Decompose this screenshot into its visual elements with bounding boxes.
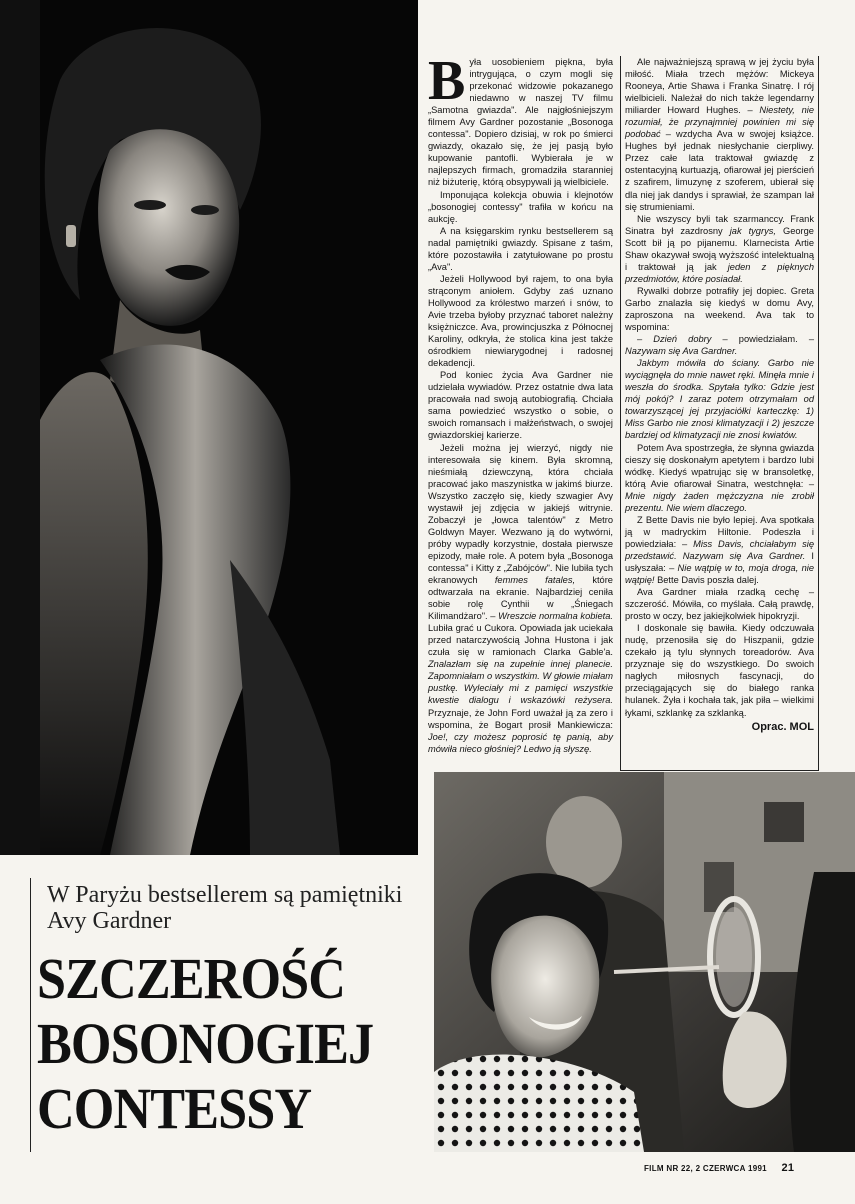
page-footer [644,1162,844,1174]
title-line: BOSONOGIEJ [37,1011,374,1076]
issue-info: FILM NR 22, 2 CZERWCA 1991 [644,1164,767,1173]
paragraph [625,357,814,441]
italic-run: Mnie nigdy żaden mężczyzna nie zrobił prezentu. Nie wiem dlaczego. [625,490,814,513]
text-run: Potem Ava spostrzegła, że słynna gwiazda cieszy się doskonałym apetytem i bardzo lubi wódkę. Kiedyś wpatrując się w bransoletkę, którą Avie ofiarował Sinatra, westchnęła: – [625,442,814,489]
author-signature: Oprac. MOL [751,720,814,733]
italic-run: Dzień dobry [653,334,712,345]
article-subtitle: W Paryżu bestsellerem są pamiętniki Avy Gardner [47,882,403,934]
text-run: George Scott bił ją po pijanemu. Klarnecista Artie Shaw okazywał swoją wyższość intelektualną i traktował ją jak [625,225,814,272]
second-photo [434,772,855,1152]
paragraph [625,333,814,357]
column-divider [620,56,621,771]
italic-run: Wreszcie normalna kobieta. [498,611,613,622]
italic-run: jak tygrys, [729,225,776,236]
text-run: Ale najważniejszą sprawą w jej życiu była miłość. Miała trzech mężów: Mickeya Rooneya, Artie Shawa i Franka Sinatrę. I rój wielbicieli. Należał do nich także legendarny miliarder Howard Hughes. – [625,57,814,116]
paragraph [625,56,814,213]
text-run: Nie wszyscy byli tak szarmanccy. Frank Sinatra był zazdrosny [625,213,814,236]
paragraph: I doskonale się bawiła. Kiedy odczuwała nudę, przenosiła się do Hiszpanii, gdzie czekało ją tylu słynnych toreadorów. Ava przyznaje się do wszystkiego. Do swoich nagłych miłosnych fascynacji, do przeciągających się do białego ranka hulanek. Żyła i kochała tak, jak piła – wielkimi łykami, szklankę za szklanką. [625,623,814,718]
headline-block [30,878,427,1152]
text-run: – [637,334,643,345]
italic-run: jeden z pięknych przedmiotów, które posiadał. [625,261,814,284]
italic-run: Nie wątpię w to, moja droga, nie wątpię! [625,562,814,586]
second-photo-art [434,772,855,1152]
italic-run: Jakbym mówiła do ściany. Garbo nie wyciągnęła do mnie nawet ręki. Minęła mnie i weszła do środka. Spytała tylko: Gdzie jest mój pokój? I zaraz potem otrzymałam od towarzyszącej jej przyjaciółki karteczkę: 1) Miss Garbo nie znosi klimatyzacji i 2) jeszcze bardziej od klimatyzacji nie znosi kwiatów. [625,358,814,441]
text-run: – wzdycha Ava w swojej książce. Hughes był jednak niesłychanie cierpliwy. Przez całe lata traktował gwiazdę z ostentacyjną kurtuazją, ofiarował jej pierścień z szafirem, limuzynę z szoferem, ubierał się dla niej jak dandys i sprawiał, że szampan lał się strumieniami. [625,129,814,212]
portrait-photo [0,0,418,855]
title-line: CONTESSY [37,1076,312,1141]
italic-run: Miss Davis, chciałabym się przedstawić. Nazywam się Ava Gardner. [625,538,814,561]
paragraph: Imponująca kolekcja obuwia i klejnotów „bosonogiej contessy" trafiła w końcu na aukcję. [428,189,613,224]
paragraph: Ava Gardner miała rzadką cechę – szczerość. Mówiła, co myślała. Całą prawdę, prosto w oczy, bez jakiejkolwiek hipokryzji. [625,587,814,622]
italic-run: femmes fatales, [494,575,576,586]
article-column-1 [428,50,613,755]
text-run: I usłyszała: – [625,550,814,573]
paragraph: yła uosobieniem piękna, była intrygująca, o czym mogli się przekonać widzowie pokazanego niedawno w naszej TV filmu „Samotna gwiazda". Ale najgłośniejszym filmem Avy Gardner pozostanie „Bosonoga contessa". Dopiero dzisiaj, w rok po śmierci gwiazdy, okazało się, że jej pasją było kupowanie pantofli. Wybierała je w najlepszych firmach, gromadziła staranniej niż biżuterię, którą obsypywali ją wielbiciele. [428,57,613,188]
text-run: Przyznaje, że John Ford uważał ją za zero i wspomina, że Bogart prosił Mankiewicza: [428,707,613,730]
text-run: Jeżeli można jej wierzyć, nigdy nie interesowała się kinem. Była skromną, nieśmiałą dziewczyną, która chciała pracować jako maszynistka w jakimś biurze. Wszystko zaczęło się, kiedy szwagier Avy wystawił jej zdjęcia w jakiejś witrynie. Zobaczył je „łowca talentów" z Metro Goldwyn Mayer. Wezwano ją do wytwórni, próby wypadły korzystnie, dostała pierwsze epizody, małe role. A potem była „Bosonoga contessa" i Kitty z „Zabójców". Nie lubiła tych ekranowych [428,442,613,586]
portrait-photo-art [0,0,418,855]
text-run: Lubiła grać u Cukora. Opowiada jak uciekała przed natarczywością Johna Hustona i jak czuła się w ramionach Clarka Gable'a. [428,623,613,658]
article-column-2 [625,56,814,733]
title-line: SZCZEROŚĆ [37,946,346,1011]
paragraph [625,442,814,514]
drop-cap: B [428,50,466,112]
text-run: – powiedziałam. – [722,334,814,345]
paragraph [625,514,814,586]
text-run: Bette Davis poszła dalej. [657,575,759,586]
italic-run: Niestety, nie rozumiał, że przynajmniej powinien mi się podobać [625,105,814,140]
article-title [37,946,388,1141]
paragraph: Jeżeli Hollywood był rajem, to ona była strąconym aniołem. Gdyby zaś uznano Hollywood za królestwo marzeń i snów, to Avie trzeba byłoby przyznać taboret należny księżniczce. Ava, prowincjuszka z Północnej Karoliny, odkryła, że stolica kina jest także ośrodkiem niewiarygodnej i radosnej dekadencji. [428,273,613,369]
italic-run: Joe!, czy możesz poprosić tę panią, aby mówiła nieco głośniej? Ledwo ją słyszę. [428,731,613,754]
paragraph [428,442,613,755]
italic-run: Nazywam się Ava Gardner. [625,346,738,357]
paragraph: Pod koniec życia Ava Gardner nie udzielała wywiadów. Przez ostatnie dwa lata pracowała nad swoją autobiografią. Chciała sama powiedzieć wszystko o sobie, o swoich romansach i małżeństwach, o swojej gwiazdorskiej karierze. [428,370,613,441]
paragraph: Rywalki dobrze potrafiły jej dopiec. Greta Garbo znalazła się kiedyś w domu Avy, zaproszona na weekend. Ava tak to wspomina: [625,285,814,333]
italic-run: Znalazłam się na zupełnie innej planecie. Zapomniałam o wszystkim. W głowie miałam pustkę. Wyleciały mi z pamięci wszystkie kwestie dialogu i wskazówki reżysera. [428,659,613,706]
box-border-right [818,56,819,771]
box-border-bottom [620,770,819,771]
paragraph [625,213,814,285]
page-number: 21 [781,1162,795,1174]
text-run: Z Bette Davis nie było lepiej. Ava spotkała ją w madryckim Hiltonie. Podeszła i powiedziała: – [625,514,814,549]
text-run: które odtwarzała na ekranie. Najbardziej ceniła sobie rolę Cynthii w „Śniegach Kilimandżaro". – [428,575,613,622]
paragraph: A na księgarskim rynku bestsellerem są nadal pamiętniki gwiazdy. Spisane z taśm, które pozostawiła i zatytułowane po prostu „Ava". [428,225,613,272]
